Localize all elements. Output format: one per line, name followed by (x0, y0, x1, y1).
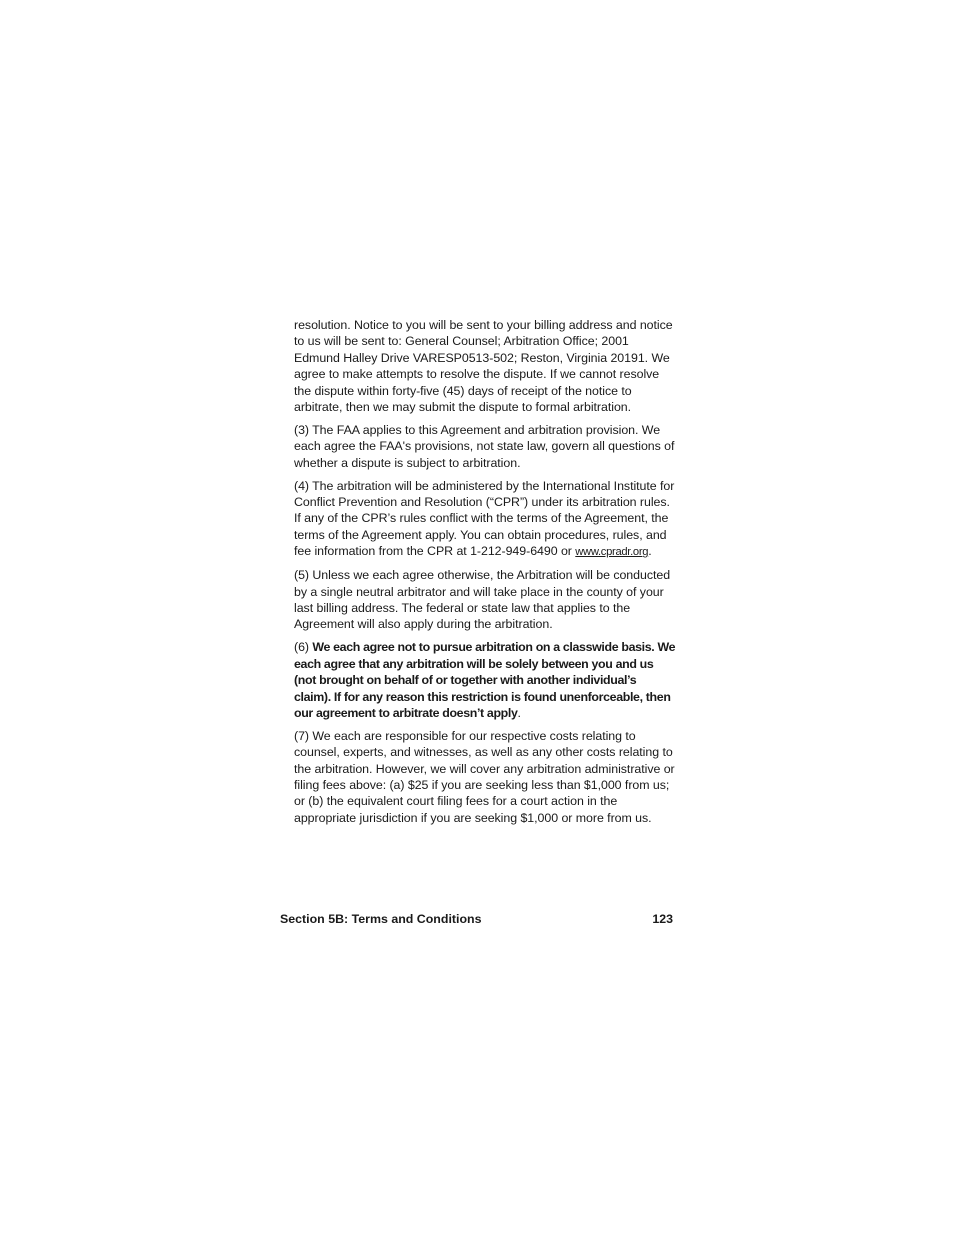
paragraph-3-faa: (3) The FAA applies to this Agreement and arbitration provision. We each agree the FAA's provisions, not state law, govern all questions of whether a dispute is subject to arbitration. (294, 422, 675, 470)
paragraph-6-bold-text: We each agree not to pursue arbitration on a classwide basis. We each agree that any arbitration will be solely between you and us (not brought on behalf of or together with another individual’s claim). If for any reason this restriction is found unenforceable, then our agreement to arbitrate doesn’t apply (294, 640, 676, 720)
paragraph-7-costs: (7) We each are responsible for our respective costs relating to counsel, experts, and witnesses, as well as any other costs relating to the arbitration. However, we will cover any arbitration administrative or filing fees above: (a) $25 if you are seeking less than $1,000 from us; or (b) the equivalent court filing fees for a court action in the appropriate jurisdiction if you are seeking $1,000 or more from us. (294, 728, 675, 825)
document-body (294, 317, 676, 833)
cpradr-link[interactable]: www.cpradr.org (575, 546, 649, 559)
paragraph-6-classwide (294, 639, 676, 721)
paragraph-6-end: . (517, 705, 521, 720)
paragraph-6-number: (6) (294, 640, 313, 655)
footer-section-title: Section 5B: Terms and Conditions (280, 912, 482, 926)
paragraph-4-end: . (648, 544, 652, 559)
page-number: 123 (652, 912, 673, 926)
page-footer (280, 912, 673, 926)
paragraph-notice: resolution. Notice to you will be sent to your billing address and notice to us will be sent to: General Counsel; Arbitration Office; 2001 Edmund Halley Drive VARESP0513-502; Reston, Virginia 20191. We agree to make attempts to resolve the dispute. If we cannot resolve the dispute within forty-five (45) days of receipt of the notice to arbitrate, then we may submit the dispute to formal arbitration. (294, 318, 673, 415)
paragraph-4-text: (4) The arbitration will be administered by the International Institute for Conflict Prevention and Resolution (“CPR”) under its arbitration rules. If any of the CPR’s rules conflict with the terms of the Agreement, the terms of the Agreement apply. You can obtain procedures, rules, and fee information from the CPR at 1-212-949-6490 or (294, 478, 675, 559)
paragraph-5-arbitrator: (5) Unless we each agree otherwise, the Arbitration will be conducted by a single neutral arbitrator and will take place in the county of your last billing address. The federal or state law that applies to the Agreement will also apply during the arbitration. (294, 568, 671, 632)
paragraph-4-cpr (294, 478, 676, 561)
